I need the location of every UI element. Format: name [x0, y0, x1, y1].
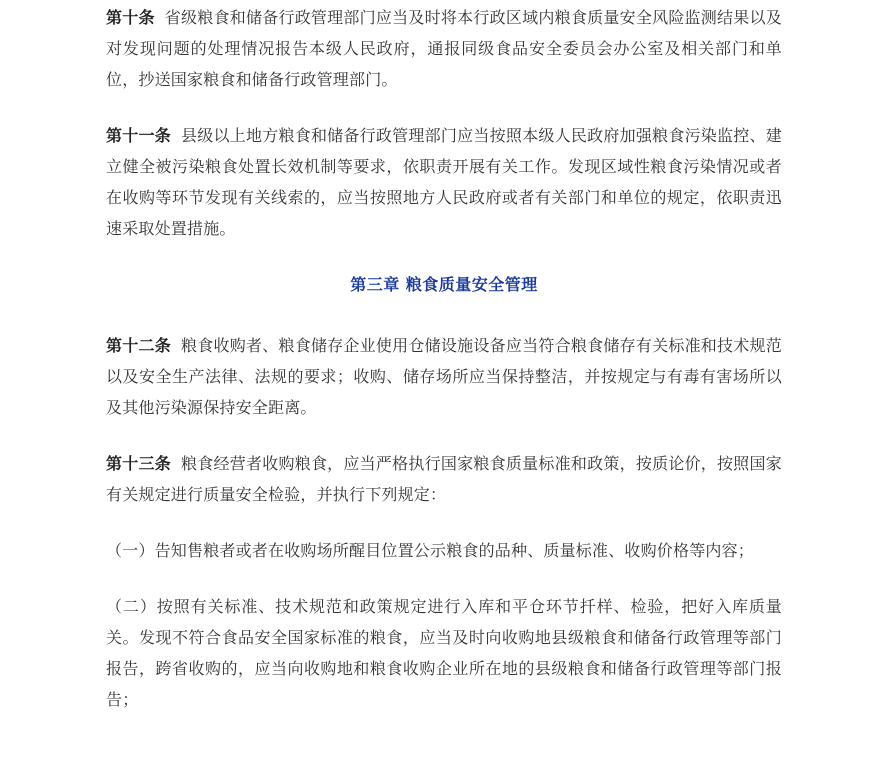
article-10	[106, 2, 782, 95]
paragraph-gap	[106, 423, 782, 448]
list-item-2: （二）按照有关标准、技术规范和政策规定进行入库和平仓环节扦样、检验，把好入库质量关。发现不符合食品安全国家标准的粮食，应当及时向收购地县级粮食和储备行政管理等部门报告，跨省收购的，应当向收购地和粮食收购企业所在地的县级粮食和储备行政管理等部门报告；	[106, 597, 782, 709]
article-13-text: 粮食经营者收购粮食，应当严格执行国家粮食质量标准和政策，按质论价，按照国家有关规定进行质量安全检验，并执行下列规定：	[106, 454, 782, 504]
article-11-label: 第十一条	[106, 126, 171, 145]
paragraph-gap	[106, 244, 782, 269]
article-12-label: 第十二条	[106, 336, 171, 355]
article-10-label: 第十条	[106, 8, 155, 27]
article-10-text: 省级粮食和储备行政管理部门应当及时将本行政区域内粮食质量安全风险监测结果以及对发现问题的处理情况报告本级人民政府，通报同级食品安全委员会办公室及相关部门和单位，抄送国家粮食和储备行政管理部门。	[106, 8, 782, 89]
paragraph-gap	[106, 566, 782, 591]
paragraph-gap	[106, 300, 782, 330]
article-11	[106, 120, 782, 244]
article-12-text: 粮食收购者、粮食储存企业使用仓储设施设备应当符合粮食储存有关标准和技术规范以及安全生产法律、法规的要求；收购、储存场所应当保持整洁，并按规定与有毒有害场所以及其他污染源保持安全距离。	[106, 336, 782, 417]
chapter-3-title: 第三章 粮食质量安全管理	[350, 275, 538, 294]
list-item-1: （一）告知售粮者或者在收购场所醒目位置公示粮食的品种、质量标准、收购价格等内容；	[106, 541, 755, 560]
article-13-label: 第十三条	[106, 454, 171, 473]
article-12	[106, 330, 782, 423]
paragraph-gap	[106, 95, 782, 120]
document-body	[106, 0, 782, 715]
article-11-text: 县级以上地方粮食和储备行政管理部门应当按照本级人民政府加强粮食污染监控、建立健全被污染粮食处置长效机制等要求，依职责开展有关工作。发现区域性粮食污染情况或者在收购等环节发现有关线索的，应当按照地方人民政府或者有关部门和单位的规定，依职责迅速采取处置措施。	[106, 126, 782, 238]
article-13	[106, 448, 782, 510]
paragraph-gap	[106, 510, 782, 535]
